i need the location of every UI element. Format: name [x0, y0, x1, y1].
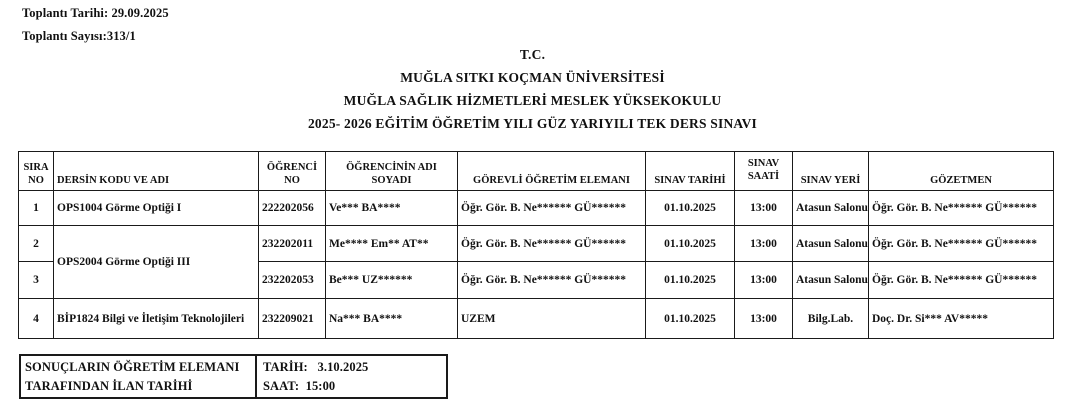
col-header-adi-soyadi: ÖĞRENCİNİN ADI SOYADI [326, 152, 458, 191]
cell-tarih: 01.10.2025 [646, 191, 735, 226]
cell-sira: 2 [19, 226, 54, 262]
cell-yer: Bilg.Lab. [793, 299, 869, 339]
cell-adi-soyadi: Na*** BA**** [326, 299, 458, 339]
col-header-ogrenci-no: ÖĞRENCİ NO [259, 152, 326, 191]
cell-sira: 1 [19, 191, 54, 226]
meeting-number-label: Toplantı Sayısı:313/1 [22, 29, 136, 43]
cell-ogrenci-no: 222202056 [259, 191, 326, 226]
cell-saat: 13:00 [735, 226, 793, 262]
cell-tarih: 01.10.2025 [646, 262, 735, 299]
announcement-label [21, 356, 257, 397]
meeting-date-label: Toplantı Tarihi: 29.09.2025 [22, 6, 169, 20]
cell-gorevli: UZEM [458, 299, 646, 339]
table-row [19, 191, 1054, 226]
col-header-gorevli: GÖREVLİ ÖĞRETİM ELEMANI [458, 152, 646, 191]
cell-yer: Atasun Salonu [793, 191, 869, 226]
cell-yer: Atasun Salonu [793, 262, 869, 299]
col-header-yer: SINAV YERİ [793, 152, 869, 191]
cell-adi-soyadi: Me**** Em** AT** [326, 226, 458, 262]
announcement-date: TARİH: 3.10.2025 [263, 360, 369, 374]
cell-sira: 3 [19, 262, 54, 299]
col-header-gozetmen: GÖZETMEN [869, 152, 1054, 191]
exam-schedule-table [18, 151, 1054, 339]
cell-tarih: 01.10.2025 [646, 299, 735, 339]
cell-ders: BİP1824 Bilgi ve İletişim Teknolojileri [54, 299, 259, 339]
cell-sira: 4 [19, 299, 54, 339]
col-header-ders: DERSİN KODU VE ADI [54, 152, 259, 191]
cell-gozetmen: Öğr. Gör. B. Ne****** GÜ****** [869, 262, 1054, 299]
announcement-box [19, 354, 448, 399]
cell-ogrenci-no: 232209021 [259, 299, 326, 339]
cell-saat: 13:00 [735, 262, 793, 299]
title-university: MUĞLA SITKI KOÇMAN ÜNİVERSİTESİ [400, 70, 665, 85]
cell-gozetmen: Doç. Dr. Si*** AV***** [869, 299, 1054, 339]
cell-gorevli: Öğr. Gör. B. Ne****** GÜ****** [458, 191, 646, 226]
announcement-label-line2: TARAFINDAN İLAN TARİHİ [25, 379, 193, 393]
col-header-sira-no: SIRA NO [19, 152, 54, 191]
announcement-label-line1: SONUÇLARIN ÖĞRETİM ELEMANI [25, 360, 240, 374]
title-tc: T.C. [519, 47, 546, 62]
table-row [19, 299, 1054, 339]
cell-saat: 13:00 [735, 299, 793, 339]
cell-ders: OPS1004 Görme Optiği I [54, 191, 259, 226]
cell-gorevli: Öğr. Gör. B. Ne****** GÜ****** [458, 262, 646, 299]
cell-ogrenci-no: 232202053 [259, 262, 326, 299]
cell-adi-soyadi: Ve*** BA**** [326, 191, 458, 226]
cell-gozetmen: Öğr. Gör. B. Ne****** GÜ****** [869, 191, 1054, 226]
table-row [19, 226, 1054, 262]
cell-ders-merged: OPS2004 Görme Optiği III [54, 226, 259, 299]
title-exam: 2025- 2026 EĞİTİM ÖĞRETİM YILI GÜZ YARIYILI TEK DERS SINAVI [307, 116, 758, 131]
cell-ogrenci-no: 232202011 [259, 226, 326, 262]
cell-tarih: 01.10.2025 [646, 226, 735, 262]
col-header-saat: SINAV SAATİ [735, 152, 793, 191]
title-school: MUĞLA SAĞLIK HİZMETLERİ MESLEK YÜKSEKOKULU [343, 93, 722, 108]
cell-gorevli: Öğr. Gör. B. Ne****** GÜ****** [458, 226, 646, 262]
announcement-datetime [257, 356, 446, 397]
col-header-tarih: SINAV TARİHİ [646, 152, 735, 191]
announcement-time: SAAT: 15:00 [263, 379, 336, 393]
table-header-row [19, 152, 1054, 191]
document-header [0, 43, 1065, 135]
cell-saat: 13:00 [735, 191, 793, 226]
cell-adi-soyadi: Be*** UZ****** [326, 262, 458, 299]
cell-yer: Atasun Salonu [793, 226, 869, 262]
cell-gozetmen: Öğr. Gör. B. Ne****** GÜ****** [869, 226, 1054, 262]
